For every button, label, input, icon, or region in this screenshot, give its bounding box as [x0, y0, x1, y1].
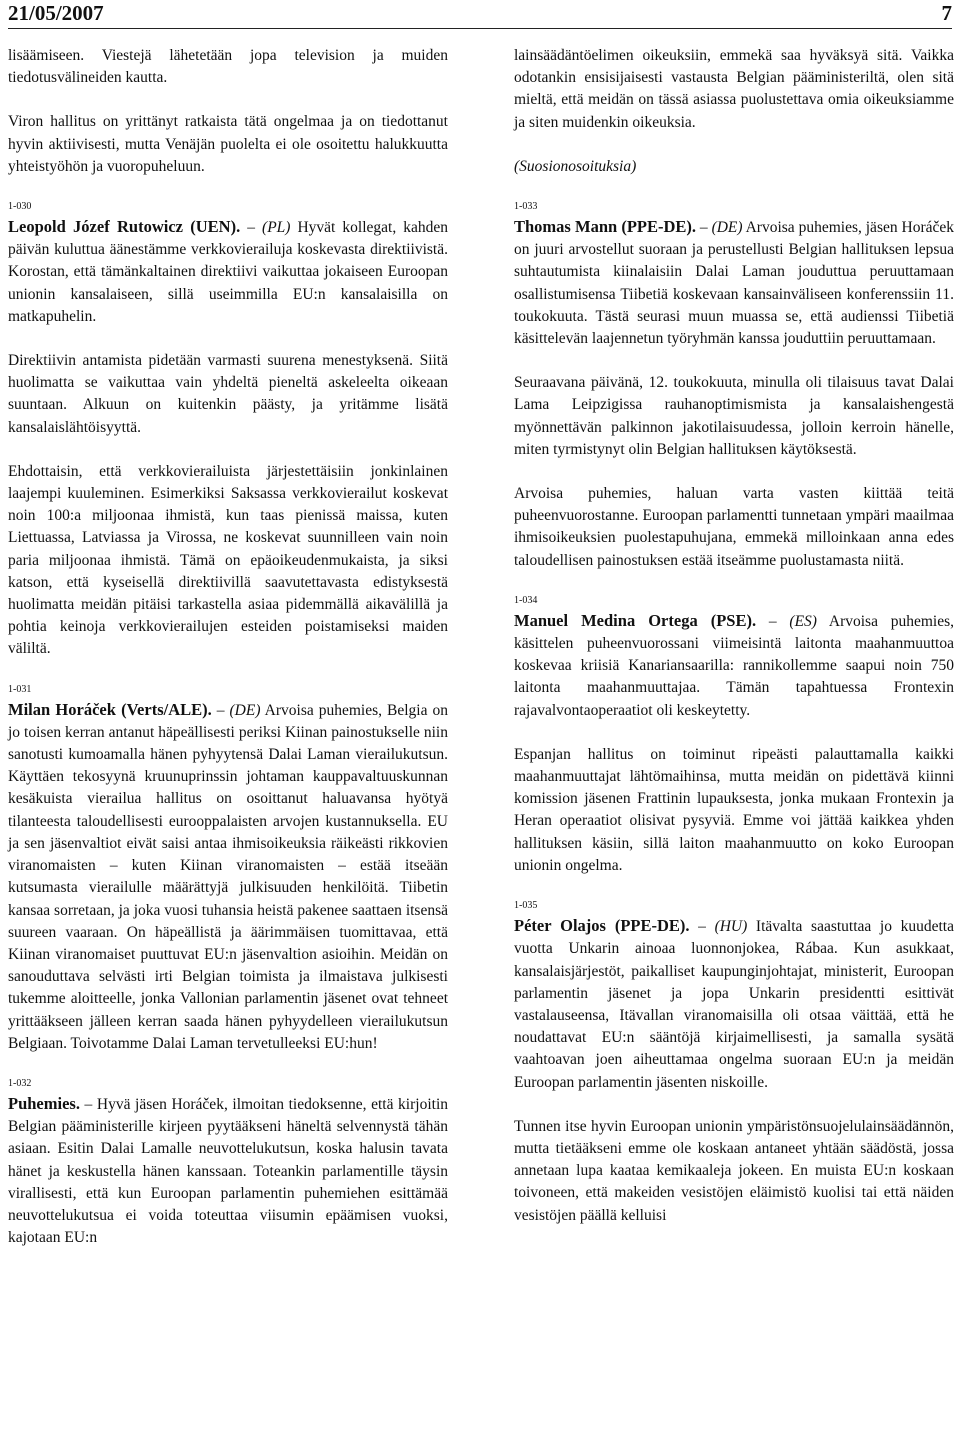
speech-number: 1-031 [8, 683, 32, 695]
paragraph: Ehdottaisin, että verkkovierailuista järjestettäisiin jonkinlainen laajempi kuuleminen. Esimerkiksi Saksassa verkkovierailut koskevat noin 100:a miljoonaa ihmistä, kun taas pienissä maissa, kuten Liettuassa, Latviassa ja Virossa, ne koskevat suunnilleen vain noin paria miljoonaa ihmistä. Tämä on epäoikeudenmukaista, ja siksi katson, että kyseisellä direktiivillä saavutettavasta edistyksestä huolimatta meidän pitäisi tarkastella asiaa pidemmällä aikavälillä ja pohtia keinoja verkkovierailujen esteiden poistamiseksi maiden väliltä. [8, 462, 448, 658]
paragraph: Espanjan hallitus on toiminut ripeästi palauttamalla kaikki maahanmuuttajat lähtömaihinsa, mutta meidän on pidettävä kiinni komission jäsenen Frattinin lupauksesta, jonka mukaan Frontexin ja Heran operaatiot olisivat pysyviä. Emme voi jättää kaikkea yhden hallituksen käsiin, sillä laiton maahanmuutto on koko Euroopan unionin ongelma. [514, 745, 954, 874]
speaker-name: Péter Olajos (PPE-DE). [514, 916, 690, 936]
header-rule [8, 28, 952, 29]
dash: – [756, 612, 790, 630]
paragraph [514, 610, 954, 722]
dash: – [696, 219, 712, 237]
speech-number: 1-034 [514, 594, 538, 606]
speech-number: 1-033 [514, 201, 538, 213]
language-tag: (HU) [714, 918, 748, 936]
paragraph [514, 915, 954, 1094]
speech-text: Arvoisa puhemies, käsittelen puheenvuorossani viimeisintä laitonta maahanmuuttoa koskevaa kriisiä Kanariansaarilla: rannikollemme saapui noin 750 laitonta maahanmuuttajaa. Tämän tapahtuessa Frontexin rajavalvontaoperaatiot oli keskeytetty. [514, 612, 954, 719]
speech-text: Arvoisa puhemies, Belgia on jo toisen kerran antanut häpeällisesti periksi Kiinan painostukselle niin sanotusti kumoamalla hänen pyhyytensä Dalai Laman vierailukutsun. Käyttäen tekosyynä kruunuprinssin johtaman kauppavaltuuskunnan kesäkuista vierailua hallitus on osoittanut haluavansa hyötyä tilanteesta taloudellisesti eurooppalaisten arvojen kustannuksella. EU ja sen jäsenvaltiot eivät saisi antaa ihmisoikeuksia räikeästi rikkovien viranomaisten – kuten Kiinan viranomaisten – estää itseään kutsumasta vierailulle määrättyjä julkisuuden henkilöitä. Tiibetin kansaa sorretaan, ja joka vuosi tuhansia heistä pakenee saattaen itsensä suureen vaaraan. On häpeällistä ja äärimmäisen tuomittavaa, että Kiinan viranomaiset puuttuvat EU:n jäsenvaltion asioihin. Meidän on sanouduttava selvästi irti Belgian toimista ja ilmaistava julkisesti tukemme aloitteelle, jonka Vallonian parlamentin jäsenet ovat tehneet yrittääkseen jälleen kerran saada hänen pyhyydelleen vierailukutsun Belgiaan. Toivotamme Dalai Laman tervetulleeksi EU:hun! [8, 701, 448, 1052]
speech-text: Arvoisa puhemies, jäsen Horáček on juuri arvostellut suoraan ja perustellusti Belgian hallituksen lepsua suhtautumista kiinalaisiin Dalai Laman jouduttua peruuttamaan osallistumisensa Tiibetiä koskevaan kansainväliseen konferenssiin 11. toukokuuta. Tästä seurasi muun muassa se, että audienssi Tiibetiä käsittelevän laajennetun työryhmän kanssa jouduttiin peruuttamaan. [514, 219, 954, 348]
header-page-number: 7 [941, 1, 952, 25]
paragraph: Arvoisa puhemies, haluan varta vasten kiittää teitä puheenvuorostanne. Euroopan parlamentti tunnetaan ympäri maailmaa ihmisoikeuksien puolestapuhujana, emmekä milloinkaan anna edes taloudellisen painostuksen estää itseämme puolustamasta niitä. [514, 485, 954, 569]
dash: – [211, 701, 230, 719]
paragraph: Tunnen itse hyvin Euroopan unionin ympäristönsuojelulainsäädännön, mutta tietääkseni emme ole koskaan antaneet yhtään säädöstä, jossa annetaan lupa kaataa kemikaaleja jokeen. En muista EU:n koskaan toivoneen, että makeiden vesistöjen eläimistö kuolisi tai että näiden vesistöjen päällä kelluisi [514, 1117, 954, 1224]
speaker-name: Milan Horáček (Verts/ALE). [8, 699, 212, 719]
speaker-name: Thomas Mann (PPE-DE). [514, 217, 697, 237]
speech-text: Hyvä jäsen Horáček, ilmoitan tiedoksenne, että kirjoitin Belgian pääministerille kirjeen pyytääkseni häneltä selvennystä tähän asiaan. Esitin Dalai Lamalle neuvottelukutsun, koska halusin tavata hänet ja keskustella hänen kanssaan. Toteankin parlamentille täysin virallisesti, että kun Euroopan parlamentin puhemiehen esittämää neuvottelukutsua ei voida toteuttaa viisumin epäämisen vuoksi, kajotaan EU:n [8, 1095, 448, 1247]
speaker-name: Puhemies. [8, 1093, 80, 1113]
right-column [514, 45, 954, 1227]
speech-text: Hyvät kollegat, kahden päivän kuluttua äänestämme verkkovierailuja koskevasta direktiivistä. Korostan, että tämänkaltainen direktiivi vaikuttaa jokaiseen Euroopan unionin kansalaiseen, sillä useimmilla EU:n kansalaisilla on matkapuhelin. [8, 219, 449, 325]
left-column [8, 45, 448, 1271]
speaker-name: Leopold Józef Rutowicz (UEN). [8, 217, 241, 237]
language-tag: (PL) [262, 219, 291, 237]
speech-1-033 [514, 200, 954, 350]
language-tag: (ES) [789, 612, 817, 630]
speech-1-032 [8, 1077, 448, 1249]
paragraph [8, 216, 448, 328]
dash: – [79, 1095, 97, 1113]
language-tag: (DE) [711, 219, 743, 237]
speech-1-031 [8, 683, 448, 1055]
paragraph: lainsäädäntöelimen oikeuksiin, emmekä saa hyväksyä sitä. Vaikka odotankin ensisijaisesti vastausta Belgian pääministeriltä, olen sitä mieltä, että meidän on tässä asiassa puolustettava omia oikeuksiamme ja siten muidenkin oikeuksia. [514, 47, 954, 131]
speech-text: Itävalta saastuttaa jo kuudetta vuotta Unkarin ainoaa luonnonjokea, Rábaa. Kun asukkaat, kansalaisjärjestöt, paikalliset kaupunginjohtajat, ministerit, Euroopan parlamentin jäsenet ja jopa Unkarin presidentti esittivät vastalauseensa, Itävallan viranomaisilla oli otsaa väittää, että he noudattavat EU:n sääntöjä kirjaimellisesti, ja samalla sysätä vaahtoavan joen aiheuttamaa ongelma suoraan EU:n ja meidän Euroopan parlamentin jäsenten niskoille. [514, 918, 954, 1091]
speech-1-035 [514, 899, 954, 1094]
header-date: 21/05/2007 [8, 1, 104, 25]
paragraph: lisäämiseen. Viestejä lähetetään jopa television ja muiden tiedotusvälineiden kautta. [8, 47, 448, 87]
speech-number: 1-035 [514, 900, 538, 912]
speech-1-034 [514, 594, 954, 722]
applause-note: (Suosionosoituksia) [514, 157, 637, 175]
speech-number: 1-032 [8, 1077, 32, 1089]
dash: – [689, 918, 715, 936]
dash: – [240, 219, 263, 237]
paragraph: Direktiivin antamista pidetään varmasti suurena menestyksenä. Siitä huolimatta se vaikuttaa vain yhdeltä pieneltä askeleelta oikeaan suuntaan. Alkuun on kuitenkin päästy, ja yritämme lisätä kansalaislähtöisyyttä. [8, 352, 448, 436]
paragraph [8, 1093, 448, 1249]
paragraph [8, 699, 448, 1055]
speaker-name: Manuel Medina Ortega (PSE). [514, 610, 757, 630]
paragraph: Viron hallitus on yrittänyt ratkaista tätä ongelmaa ja on tiedottanut hyvin aktiivisesti, mutta Venäjän puolelta ei ole osoitettu halukkuutta yhteistyöhön ja vuoropuheluun. [8, 113, 448, 175]
paragraph [514, 216, 954, 350]
speech-number: 1-030 [8, 201, 32, 213]
speech-1-030 [8, 200, 448, 328]
paragraph: Seuraavana päivänä, 12. toukokuuta, minulla oli tilaisuus tavat Dalai Lama Leipzigissa rauhanoptimismista ja kansalaishengestä myönnettävän palkinnon jakotilaisuudessa, jolloin kerroin hänelle, miten tyrmistynyt olin Belgian hallituksen käytöksestä. [514, 374, 954, 458]
language-tag: (DE) [229, 701, 261, 719]
